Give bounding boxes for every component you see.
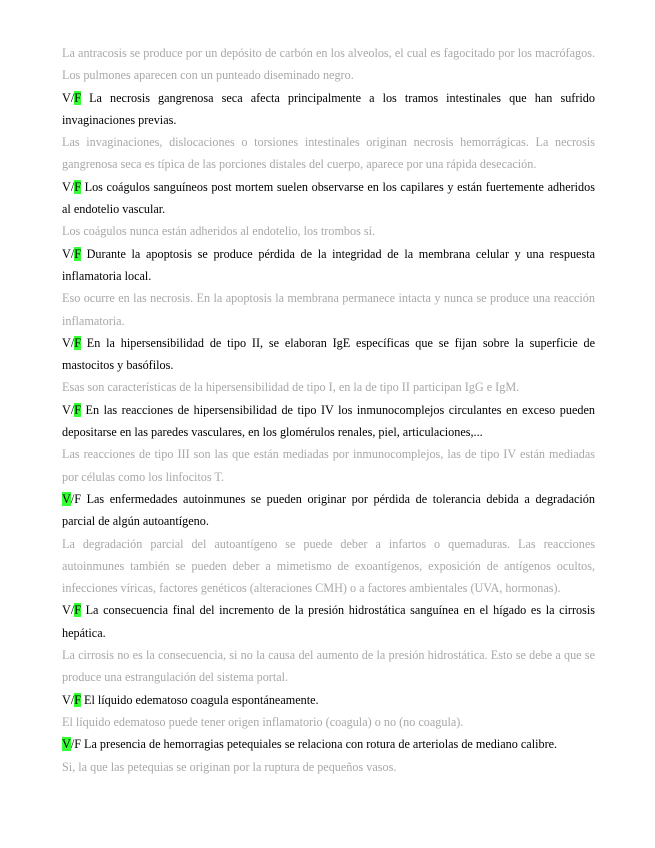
- true-option: V: [62, 603, 71, 618]
- false-option: F: [74, 603, 81, 618]
- true-option: V: [62, 692, 71, 707]
- true-option: V: [62, 335, 71, 350]
- false-option: F: [74, 692, 81, 707]
- false-option: F: [74, 90, 81, 105]
- question-text: La consecuencia final del incremento de la presión hidrostática sanguínea en el hígado es la cirrosis hepática.: [62, 603, 595, 640]
- question-8: [62, 689, 595, 711]
- true-option: V: [62, 90, 71, 105]
- question-text: En las reacciones de hipersensibilidad de tipo IV los inmunocomplejos circulantes en exceso pueden depositarse en las paredes vasculares, en los glomérulos renales, piel, articulaciones,...: [62, 402, 595, 440]
- true-option: V: [62, 737, 71, 752]
- false-option: F: [74, 179, 81, 194]
- option-separator: /: [70, 737, 75, 752]
- explanation-4: Esas son características de la hipersensibilidad de tipo I, en la de tipo II participan IgG e IgM.: [62, 380, 520, 395]
- question-text: En la hipersensibilidad de tipo II, se elaboran IgE específicas que se fijan sobre la superficie de mastocitos y basófilos.: [62, 335, 595, 373]
- question-2: [62, 176, 595, 221]
- false-option: F: [74, 246, 81, 261]
- option-separator: /: [70, 90, 75, 105]
- question-9: [62, 733, 595, 755]
- question-text: Durante la apoptosis se produce pérdida de la integridad de la membrana celular y una respuesta inflamatoria local.: [62, 246, 595, 283]
- explanation-2: Los coágulos nunca están adheridos al endotelio, los trombos sí.: [62, 224, 376, 239]
- true-option: V: [62, 402, 71, 417]
- explanation-3: Eso ocurre en las necrosis. En la apoptosis la membrana permanece intacta y nunca se produce una reacción inflamatoria.: [62, 291, 595, 328]
- question-6: [62, 488, 595, 533]
- explanation-8: El líquido edematoso puede tener origen inflamatorio (coagula) o no (no coagula).: [62, 714, 464, 729]
- question-3: [62, 243, 595, 288]
- explanation-6: La degradación parcial del autoantígeno se puede deber a infartos o quemaduras. Las reacciones autoinmunes también se pueden deber a mimetismo de exoantígenos, exposición de antígenos ocultos, infecciones víricas, factores genéticos (alteraciones CMH) o a factores ambientales (UVA, hormonas).: [62, 536, 595, 596]
- question-5: [62, 399, 595, 444]
- question-text: Los coágulos sanguíneos post mortem suelen observarse en los capilares y están fuertemente adheridos al endotelio vascular.: [62, 179, 595, 217]
- option-separator: /: [70, 402, 75, 417]
- true-option: V: [62, 179, 71, 194]
- option-separator: /: [70, 692, 75, 707]
- explanation-7: La cirrosis no es la consecuencia, si no la causa del aumento de la presión hidrostática. Esto se debe a que se produce una estrangulación del sistema portal.: [62, 648, 595, 685]
- false-option: F: [74, 402, 81, 417]
- false-option: F: [74, 737, 81, 752]
- question-text: La necrosis gangrenosa seca afecta principalmente a los tramos intestinales que han sufrido invaginaciones previas.: [62, 90, 595, 127]
- question-text: Las enfermedades autoinmunes se pueden originar por pérdida de tolerancia debida a degradación parcial de algún autoantígeno.: [62, 491, 595, 529]
- option-separator: /: [70, 491, 75, 506]
- false-option: F: [74, 335, 81, 350]
- true-option: V: [62, 491, 71, 506]
- question-text: El líquido edematoso coagula espontáneamente.: [80, 692, 319, 707]
- explanation-5: Las reacciones de tipo III son las que están mediadas por inmunocomplejos, las de tipo IV están mediadas por células como los linfocitos T.: [62, 447, 595, 484]
- option-separator: /: [70, 246, 75, 261]
- question-4: [62, 332, 595, 377]
- true-option: V: [62, 246, 71, 261]
- explanation-1: Las invaginaciones, dislocaciones o torsiones intestinales originan necrosis hemorrágicas. La necrosis gangrenosa seca es típica de las porciones distales del cuerpo, aparece por una rápida desecación.: [62, 135, 595, 172]
- false-option: F: [74, 491, 81, 506]
- question-text: La presencia de hemorragias petequiales se relaciona con rotura de arteriolas de mediano calibre.: [80, 737, 558, 752]
- intro-explanation: La antracosis se produce por un depósito de carbón en los alveolos, el cual es fagocitado por los macrófagos. Los pulmones aparecen con un punteado diseminado negro.: [62, 46, 595, 83]
- question-7: [62, 599, 595, 644]
- option-separator: /: [70, 179, 75, 194]
- option-separator: /: [70, 335, 75, 350]
- question-list: [62, 87, 595, 778]
- document-page: [62, 42, 595, 778]
- explanation-9: Si, la que las petequias se originan por la ruptura de pequeños vasos.: [62, 759, 397, 774]
- question-1: [62, 87, 595, 132]
- option-separator: /: [70, 603, 75, 618]
